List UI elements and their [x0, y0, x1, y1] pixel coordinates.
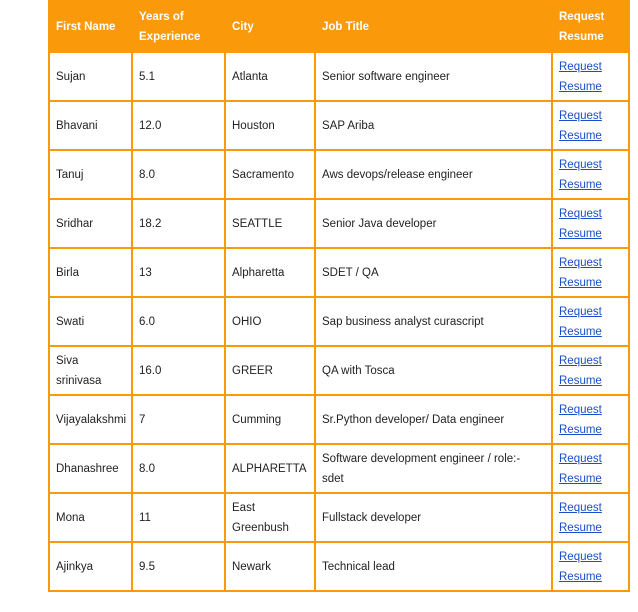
link-text-resume[interactable]: Resume — [559, 178, 602, 191]
cell-job-title: Senior software engineer — [315, 52, 552, 101]
table-body — [49, 52, 629, 591]
cell-job-title: Aws devops/release engineer — [315, 150, 552, 199]
cell-request-resume — [552, 395, 629, 444]
link-text-request[interactable]: Request — [559, 207, 602, 220]
cell-first-name: Ajinkya — [49, 542, 132, 591]
request-resume-link[interactable] — [559, 106, 622, 146]
link-text-request[interactable]: Request — [559, 305, 602, 318]
cell-city: Alpharetta — [225, 248, 315, 297]
cell-request-resume — [552, 444, 629, 493]
cell-years: 11 — [132, 493, 225, 542]
link-text-resume[interactable]: Resume — [559, 276, 602, 289]
cell-city: SEATTLE — [225, 199, 315, 248]
cell-request-resume — [552, 101, 629, 150]
cell-city: Newark — [225, 542, 315, 591]
cell-request-resume — [552, 248, 629, 297]
cell-city: OHIO — [225, 297, 315, 346]
cell-first-name: Sujan — [49, 52, 132, 101]
table-row — [49, 346, 629, 395]
cell-job-title: Sap business analyst curascript — [315, 297, 552, 346]
cell-request-resume — [552, 52, 629, 101]
request-resume-link[interactable] — [559, 57, 622, 97]
table-row — [49, 150, 629, 199]
link-text-request[interactable]: Request — [559, 109, 602, 122]
link-text-resume[interactable]: Resume — [559, 80, 602, 93]
cell-first-name: Sridhar — [49, 199, 132, 248]
cell-years: 5.1 — [132, 52, 225, 101]
cell-city: GREER — [225, 346, 315, 395]
cell-job-title: SAP Ariba — [315, 101, 552, 150]
link-text-request[interactable]: Request — [559, 452, 602, 465]
link-text-resume[interactable]: Resume — [559, 129, 602, 142]
cell-request-resume — [552, 493, 629, 542]
table-row — [49, 52, 629, 101]
link-text-request[interactable]: Request — [559, 60, 602, 73]
cell-job-title: Sr.Python developer/ Data engineer — [315, 395, 552, 444]
header-job-title: Job Title — [315, 1, 552, 52]
link-text-request[interactable]: Request — [559, 354, 602, 367]
table-row — [49, 542, 629, 591]
link-text-request[interactable]: Request — [559, 403, 602, 416]
request-resume-link[interactable] — [559, 547, 622, 587]
header-request-resume — [552, 1, 629, 52]
request-resume-link[interactable] — [559, 498, 622, 538]
cell-job-title: Technical lead — [315, 542, 552, 591]
cell-city: East Greenbush — [225, 493, 315, 542]
cell-first-name: Dhanashree — [49, 444, 132, 493]
cell-request-resume — [552, 542, 629, 591]
link-text-resume[interactable]: Resume — [559, 521, 602, 534]
cell-request-resume — [552, 150, 629, 199]
link-text-resume[interactable]: Resume — [559, 227, 602, 240]
cell-city: Atlanta — [225, 52, 315, 101]
table-row — [49, 297, 629, 346]
cell-job-title: Software development engineer / role:- sdet — [315, 444, 552, 493]
candidates-table — [48, 0, 630, 592]
cell-first-name: Birla — [49, 248, 132, 297]
table-header-row — [49, 1, 629, 52]
link-text-resume[interactable]: Resume — [559, 570, 602, 583]
cell-city: Sacramento — [225, 150, 315, 199]
link-text-request[interactable]: Request — [559, 501, 602, 514]
table-row — [49, 444, 629, 493]
request-resume-link[interactable] — [559, 449, 622, 489]
cell-job-title: Fullstack developer — [315, 493, 552, 542]
candidates-table-container — [48, 0, 628, 592]
header-years-of-experience — [132, 1, 225, 52]
cell-years: 13 — [132, 248, 225, 297]
cell-years: 16.0 — [132, 346, 225, 395]
cell-years: 12.0 — [132, 101, 225, 150]
cell-city: Houston — [225, 101, 315, 150]
header-years-line2: Experience — [139, 30, 201, 43]
cell-job-title: Senior Java developer — [315, 199, 552, 248]
cell-first-name: Vijayalakshmi — [49, 395, 132, 444]
table-row — [49, 248, 629, 297]
cell-city: Cumming — [225, 395, 315, 444]
cell-first-name: Mona — [49, 493, 132, 542]
link-text-request[interactable]: Request — [559, 550, 602, 563]
header-request-line2: Resume — [559, 30, 604, 43]
header-request-line1: Request — [559, 10, 605, 23]
header-first-name: First Name — [49, 1, 132, 52]
request-resume-link[interactable] — [559, 253, 622, 293]
request-resume-link[interactable] — [559, 351, 622, 391]
cell-first-name: Swati — [49, 297, 132, 346]
request-resume-link[interactable] — [559, 400, 622, 440]
cell-job-title: SDET / QA — [315, 248, 552, 297]
link-text-request[interactable]: Request — [559, 256, 602, 269]
cell-request-resume — [552, 199, 629, 248]
link-text-resume[interactable]: Resume — [559, 472, 602, 485]
cell-job-title: QA with Tosca — [315, 346, 552, 395]
request-resume-link[interactable] — [559, 155, 622, 195]
cell-request-resume — [552, 297, 629, 346]
header-years-line1: Years of — [139, 10, 184, 23]
request-resume-link[interactable] — [559, 302, 622, 342]
cell-years: 7 — [132, 395, 225, 444]
link-text-resume[interactable]: Resume — [559, 423, 602, 436]
cell-years: 6.0 — [132, 297, 225, 346]
cell-city: ALPHARETTA — [225, 444, 315, 493]
cell-request-resume — [552, 346, 629, 395]
cell-years: 8.0 — [132, 444, 225, 493]
cell-years: 9.5 — [132, 542, 225, 591]
request-resume-link[interactable] — [559, 204, 622, 244]
link-text-request[interactable]: Request — [559, 158, 602, 171]
link-text-resume[interactable]: Resume — [559, 325, 602, 338]
table-row — [49, 199, 629, 248]
link-text-resume[interactable]: Resume — [559, 374, 602, 387]
cell-first-name: Bhavani — [49, 101, 132, 150]
table-row — [49, 101, 629, 150]
cell-years: 8.0 — [132, 150, 225, 199]
cell-years: 18.2 — [132, 199, 225, 248]
table-row — [49, 395, 629, 444]
table-row — [49, 493, 629, 542]
cell-first-name: Tanuj — [49, 150, 132, 199]
header-city: City — [225, 1, 315, 52]
cell-first-name: Siva srinivasa — [49, 346, 132, 395]
